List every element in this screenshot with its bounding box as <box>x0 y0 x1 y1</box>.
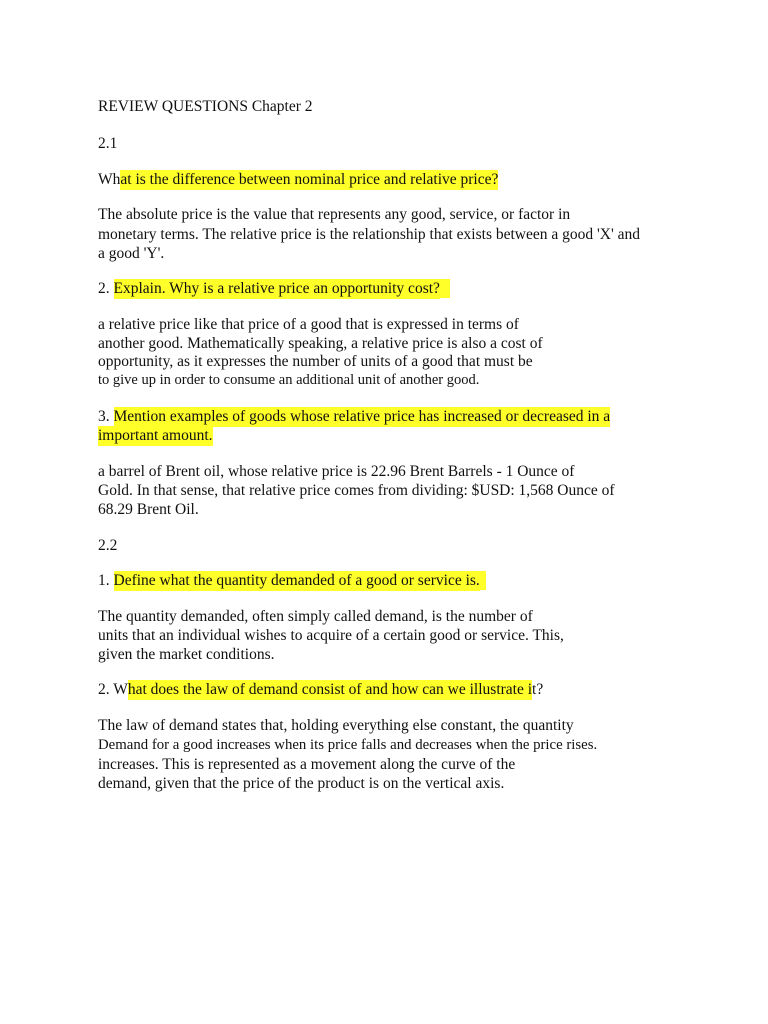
answer-line: 68.29 Brent Oil. <box>98 501 199 518</box>
question-2-1-3 <box>98 407 610 426</box>
highlighted-question-text: Define what the quantity demanded of a good or service is. <box>113 572 480 589</box>
question-number: 2. W <box>98 681 128 698</box>
question-2-1-3-continued <box>98 426 213 445</box>
highlighted-question-text: hat does the law of demand consist of and how can we illustrate i <box>127 681 533 698</box>
answer-line: a barrel of Brent oil, whose relative price is 22.96 Brent Barrels - 1 Ounce of <box>98 463 575 480</box>
question-2-1-1 <box>98 170 498 189</box>
question-2-2-1 <box>98 571 486 590</box>
document-title: REVIEW QUESTIONS Chapter 2 <box>98 98 313 115</box>
question-2-1-2 <box>98 279 450 298</box>
answer-line: demand, given that the price of the product is on the vertical axis. <box>98 775 505 792</box>
answer-line: a good 'Y'. <box>98 245 165 262</box>
answer-line: to give up in order to consume an additional unit of another good. <box>98 372 480 388</box>
highlight-extension <box>480 571 486 590</box>
highlight-extension <box>440 279 450 298</box>
question-number: 3. <box>98 408 114 425</box>
answer-line: The law of demand states that, holding everything else constant, the quantity <box>98 717 574 734</box>
answer-line: given the market conditions. <box>98 646 275 663</box>
highlighted-question-text: at is the difference between nominal price and relative price <box>120 171 492 188</box>
question-2-2-2 <box>98 680 543 699</box>
answer-line: The absolute price is the value that represents any good, service, or factor in <box>98 206 571 223</box>
highlighted-question-text: important amount. <box>98 427 213 444</box>
answer-line: The quantity demanded, often simply called demand, is the number of <box>98 608 533 625</box>
highlighted-question-text: Explain. Why is a relative price an opportunity cost? <box>113 280 440 297</box>
highlighted-question-text: Mention examples of goods whose relative price has increased or decreased in a <box>113 408 611 425</box>
section-heading-2-2: 2.2 <box>98 537 118 554</box>
answer-line: increases. This is represented as a movement along the curve of the <box>98 756 516 773</box>
answer-line: monetary terms. The relative price is the relationship that exists between a good 'X' and <box>98 226 641 243</box>
answer-line: Demand for a good increases when its price falls and decreases when the price rises. <box>98 737 598 753</box>
question-suffix: ? <box>491 171 499 188</box>
answer-line: another good. Mathematically speaking, a relative price is also a cost of <box>98 335 543 352</box>
section-heading-2-1: 2.1 <box>98 135 118 152</box>
question-prefix: Wh <box>98 171 121 188</box>
answer-line: Gold. In that sense, that relative price comes from dividing: $USD: 1,568 Ounce of <box>98 482 615 499</box>
question-number: 2. <box>98 280 114 297</box>
question-number: 1. <box>98 572 114 589</box>
answer-line: opportunity, as it expresses the number of units of a good that must be <box>98 353 533 370</box>
question-suffix: t? <box>532 681 544 698</box>
answer-line: units that an individual wishes to acquire of a certain good or service. This, <box>98 627 564 644</box>
answer-line: a relative price like that price of a good that is expressed in terms of <box>98 316 519 333</box>
